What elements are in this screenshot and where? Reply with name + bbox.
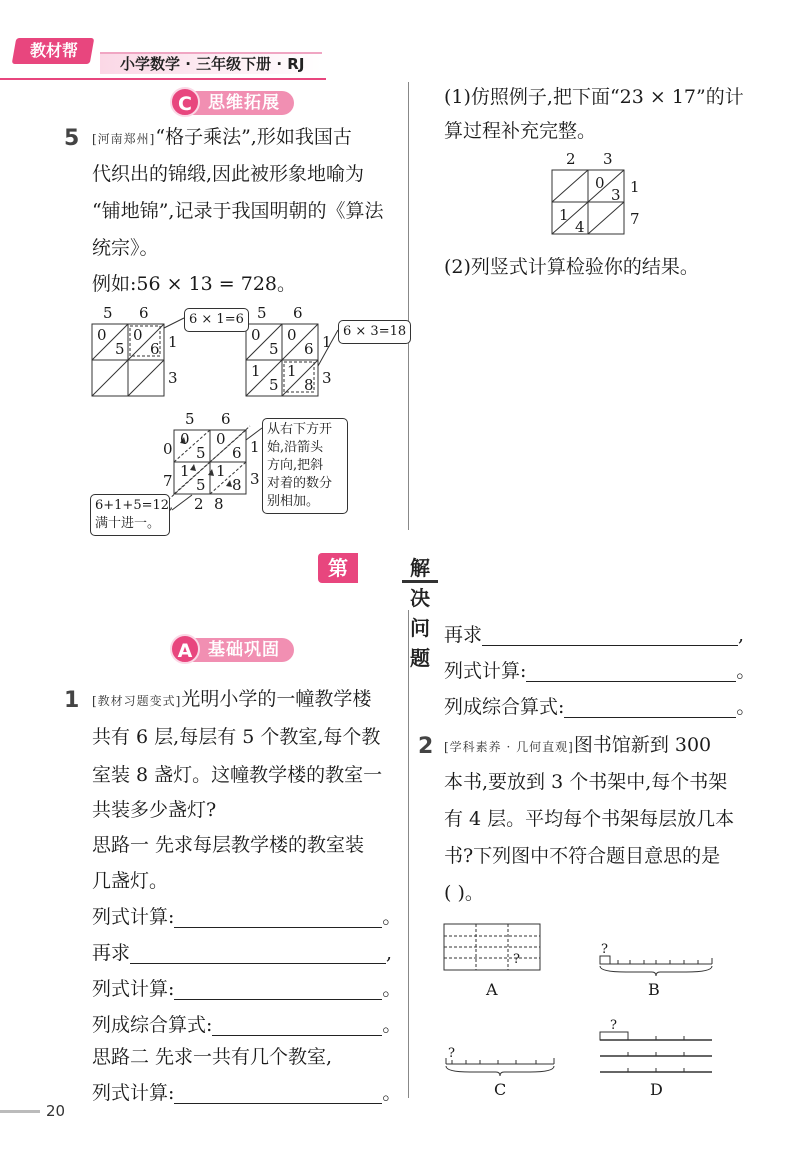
blank-calc-3[interactable] (174, 1086, 382, 1104)
callout-instructions: 从右下方开 始,沿箭头 方向,把斜 对着的数分 别相加。 (262, 418, 348, 514)
option-d-label[interactable]: D (650, 1080, 663, 1099)
top-digit: 6 (293, 304, 303, 322)
option-b-label[interactable]: B (648, 980, 660, 999)
callout-6x3: 6 × 3=18 (338, 320, 411, 344)
left-digit: 7 (163, 472, 173, 490)
sub-question-1: (1)仿照例子,把下面“23 × 17”的计 (444, 86, 744, 108)
idea-one-text: 几盏灯。 (92, 870, 169, 892)
answer-line: 列成综合算式: 。 (92, 1014, 402, 1036)
question-text: 室装 8 盏灯。这幢教学楼的教室一 (92, 764, 383, 786)
answer-line: 再求 , (92, 942, 393, 964)
section-title: 基础巩固 (192, 638, 294, 662)
cell-digit: 8 (304, 376, 314, 394)
question-text: 书?下列图中不符合题目意思的是 (444, 845, 721, 867)
answer-paren[interactable]: ( )。 (444, 882, 484, 904)
question-text: 代织出的锦缎,因此被形象地喻为 (92, 163, 365, 185)
top-digit: 2 (566, 150, 576, 168)
option-d-diagram (600, 1032, 712, 1072)
option-a-label[interactable]: A (486, 980, 498, 999)
answer-line: 列式计算: 。 (92, 978, 402, 1000)
right-digit: 7 (630, 210, 640, 228)
blank-calc-2[interactable] (174, 982, 382, 1000)
cell-digit: 1 (559, 206, 569, 224)
question-number: 1 (64, 688, 80, 713)
example-text: 例如:56 × 13 = 728。 (92, 273, 297, 295)
cell-digit: 6 (150, 340, 160, 358)
source-tag: [河南郑州] (92, 132, 156, 146)
question-text: 共有 6 层,每层有 5 个教室,每个教 (92, 726, 381, 748)
source-tag: [学科素养 · 几何直观] (444, 740, 574, 754)
question-text: “铺地锦”,记录于我国明朝的《算法 (92, 200, 384, 222)
cell-digit: 0 (216, 430, 226, 448)
blank-combined-right[interactable] (564, 700, 736, 718)
sub-question-2: (2)列竖式计算检验你的结果。 (444, 256, 699, 278)
top-digit: 6 (139, 304, 149, 322)
bottom-digit: 2 (194, 495, 204, 513)
question-text: 有 4 层。平均每个书架每层放几本 (444, 808, 735, 830)
cell-digit: 5 (196, 476, 206, 494)
question-text: 共装多少盏灯? (92, 799, 217, 821)
cell-digit: 3 (611, 186, 621, 204)
section-letter: C (170, 87, 200, 117)
option-c-diagram (446, 1058, 554, 1076)
blank-then-right[interactable] (482, 628, 738, 646)
top-digit: 6 (221, 410, 231, 428)
callout-6x1: 6 × 1=6 (184, 308, 249, 332)
blank-calc-1[interactable] (174, 910, 382, 928)
section-3-title: 解决问题 (402, 553, 438, 583)
cell-digit: 0 (287, 326, 297, 344)
cell-digit: 1 (180, 462, 190, 480)
cell-digit: 1 (216, 462, 226, 480)
question-number: 2 (418, 734, 434, 759)
question-mark: ? (601, 942, 608, 957)
cell-digit: 0 (133, 326, 143, 344)
sub-question-1: 算过程补充完整。 (444, 120, 597, 142)
top-digit: 5 (185, 410, 195, 428)
question-number: 5 (64, 126, 80, 151)
option-diagrams (440, 920, 740, 1100)
question-mark: ? (448, 1046, 455, 1061)
question-mark: ? (513, 952, 520, 967)
right-digit: 3 (322, 369, 332, 387)
cell-digit: 5 (196, 444, 206, 462)
bottom-digit: 8 (214, 495, 224, 513)
right-digit: 1 (250, 438, 260, 456)
cell-digit: 0 (251, 326, 261, 344)
cell-digit: 0 (595, 174, 605, 192)
column-divider-bottom (408, 610, 409, 1098)
cell-digit: 1 (287, 362, 297, 380)
option-a-diagram (444, 924, 540, 970)
section-3-label: 第3节 (318, 553, 358, 583)
source-tag: [教材习题变式] (92, 694, 182, 708)
answer-line: 列式计算: 。 (444, 660, 756, 682)
right-digit: 3 (250, 470, 260, 488)
right-digit: 3 (168, 369, 178, 387)
option-c-label[interactable]: C (494, 1080, 507, 1099)
question-text: 本书,要放到 3 个书架中,每个书架 (444, 771, 728, 793)
right-digit: 1 (630, 178, 640, 196)
idea-two-text: 思路二 先求一共有几个教室, (92, 1046, 333, 1068)
callout-carry: 6+1+5=12, 满十进一。 (90, 494, 170, 536)
question-mark: ? (610, 1018, 617, 1033)
answer-line: 列式计算: 。 (92, 1082, 402, 1104)
cell-digit: 5 (115, 340, 125, 358)
section-letter: A (170, 634, 200, 664)
cell-digit: 6 (232, 444, 242, 462)
blank-calc-right[interactable] (526, 664, 736, 682)
answer-line: 列成综合算式: 。 (444, 696, 756, 718)
cell-digit: 4 (575, 218, 585, 236)
cell-digit: 8 (232, 476, 242, 494)
cell-digit: 5 (269, 376, 279, 394)
cell-digit: 5 (269, 340, 279, 358)
blank-then[interactable] (130, 946, 386, 964)
book-subject-bar: 小学数学 · 三年级下册 · RJ (100, 52, 322, 74)
top-digit: 3 (603, 150, 613, 168)
answer-line: 再求 , (444, 624, 745, 646)
section-label-a (170, 634, 310, 664)
idea-one-text: 思路一 先求每层教学楼的教室装 (92, 834, 365, 856)
right-digit: 1 (168, 333, 178, 351)
page-number: 20 (46, 1102, 66, 1120)
cell-digit: 1 (251, 362, 261, 380)
top-digit: 5 (257, 304, 267, 322)
question-text: [学科素养 · 几何直观]图书馆新到 300 (444, 734, 712, 756)
left-digit: 0 (163, 440, 173, 458)
brand-badge: 教材帮 (12, 38, 95, 64)
question-text: [河南郑州]“格子乘法”,形如我国古 (92, 126, 352, 148)
cell-digit: 0 (97, 326, 107, 344)
section-label-c (170, 87, 310, 117)
answer-line: 列式计算: 。 (92, 906, 402, 928)
page-number-area (0, 1102, 65, 1120)
top-digit: 5 (103, 304, 113, 322)
blank-combined[interactable] (212, 1018, 382, 1036)
section-title: 思维拓展 (192, 91, 294, 115)
cell-digit: 6 (304, 340, 314, 358)
question-text: 统宗》。 (92, 237, 159, 259)
header-rule (0, 78, 326, 80)
cell-digit: 0 (180, 430, 190, 448)
option-b-diagram (600, 956, 712, 976)
question-text: [教材习题变式]光明小学的一幢教学楼 (92, 688, 372, 710)
right-digit: 1 (322, 333, 332, 351)
page-rule (0, 1110, 40, 1113)
